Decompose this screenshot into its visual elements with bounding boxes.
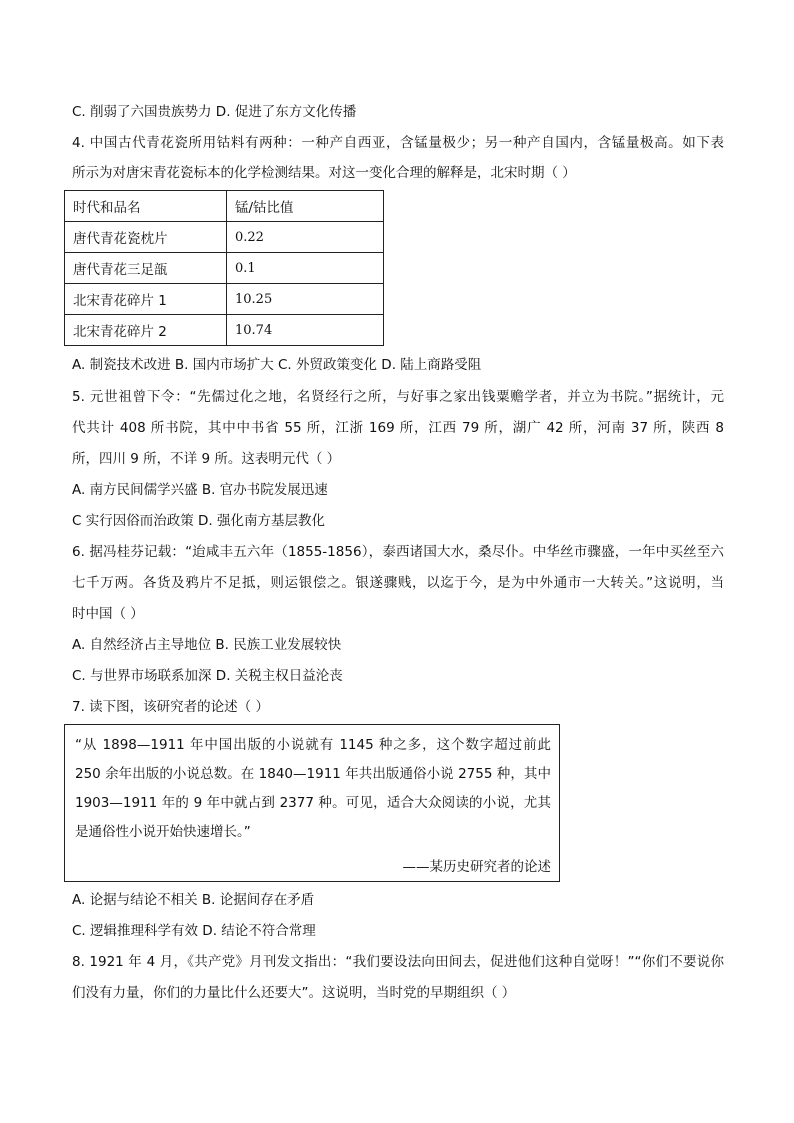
q5-options-line-2: C 实行因俗而治政策 D. 强化南方基层教化 [72,513,325,529]
table-cell: 北宋青花碎片 2 [65,315,227,346]
q6-options-line-2: C. 与世界市场联系加深 D. 关税主权日益沦丧 [72,668,343,684]
q7-stem: 7. 读下图，该研究者的论述（ ） [72,699,269,715]
table-row [65,253,384,284]
quote-line-2: 250 余年出版的小说总数。在 1840—1911 年共出版通俗小说 2755 种，其中 [75,766,551,782]
table-cell: 0.1 [227,253,384,284]
q6-options-line-1: A. 自然经济占主导地位 B. 民族工业发展较快 [72,637,342,653]
table-row [65,284,384,315]
q3-options: C. 削弱了六国贵族势力 D. 促进了东方文化传播 [72,104,357,120]
q6-stem-line-2: 七千万两。各货及鸦片不足抵，则运银偿之。银遂骤贱，以迄于今，是为中外通市一大转关。”这说明，当 [72,575,724,591]
table-cell: 10.74 [227,315,384,346]
q4-stem-line-1: 4. 中国古代青花瓷所用钴料有两种：一种产自西亚，含锰量极少；另一种产自国内，含锰量极高。如下表 [72,135,724,151]
q8-stem-line-1: 8. 1921 年 4 月，《共产党》月刊发文指出：“我们要设法向田间去，促进他们这种自觉呀！”“你们不要说你 [72,954,724,970]
table-header-row [65,191,384,222]
q4-stem-line-2: 所示为对唐宋青花瓷标本的化学检测结果。对这一变化合理的解释是，北宋时期（ ） [72,165,576,181]
quote-line-4: 是通俗性小说开始快速增长。” [75,824,251,840]
q5-stem-line-2: 代共计 408 所书院，其中中书省 55 所，江浙 169 所，江西 79 所，湖广 42 所，河南 37 所，陕西 8 [72,420,724,436]
q8-stem-line-2: 们没有力量，你们的力量比什么还要大”。这说明，当时党的早期组织（ ） [72,985,516,1001]
table-cell: 北宋青花碎片 1 [65,284,227,315]
q6-stem-line-3: 时中国（ ） [72,606,144,622]
q6-stem-line-1: 6. 据冯桂芬记载：“迨咸丰五六年（1855-1856），泰西诸国大水，桑尽仆。中华丝市骤盛，一年中买丝至六 [72,544,724,560]
q7-options-line-2: C. 逻辑推理科学有效 D. 结论不符合常理 [72,923,316,939]
table-cell: 唐代青花瓷枕片 [65,222,227,253]
q7-options-line-1: A. 论据与结论不相关 B. 论据间存在矛盾 [72,892,315,908]
table-row [65,222,384,253]
q5-stem-line-1: 5. 元世祖曾下令：“先儒过化之地，名贤经行之所，与好事之家出钱粟赡学者，并立为书院。”据统计，元 [72,389,724,405]
table-row [65,315,384,346]
q4-data-table [64,190,384,346]
table-cell: 10.25 [227,284,384,315]
q7-quote-box [64,724,560,882]
quote-line-3: 1903—1911 年的 9 年中就占到 2377 种。可见，适合大众阅读的小说，尤其 [75,795,551,811]
table-cell: 唐代青花三足瓿 [65,253,227,284]
table-header-cell: 锰/钴比值 [227,191,384,222]
q5-options-line-1: A. 南方民间儒学兴盛 B. 官办书院发展迅速 [72,482,328,498]
quote-source: ——某历史研究者的论述 [402,859,551,875]
q4-options: A. 制瓷技术改进 B. 国内市场扩大 C. 外贸政策变化 D. 陆上商路受阻 [72,357,482,373]
q5-stem-line-3: 所，四川 9 所，不详 9 所。这表明元代（ ） [72,451,341,467]
table-cell: 0.22 [227,222,384,253]
table-header-cell: 时代和品名 [65,191,227,222]
quote-line-1: “从 1898—1911 年中国出版的小说就有 1145 种之多，这个数字超过前此 [75,737,551,753]
